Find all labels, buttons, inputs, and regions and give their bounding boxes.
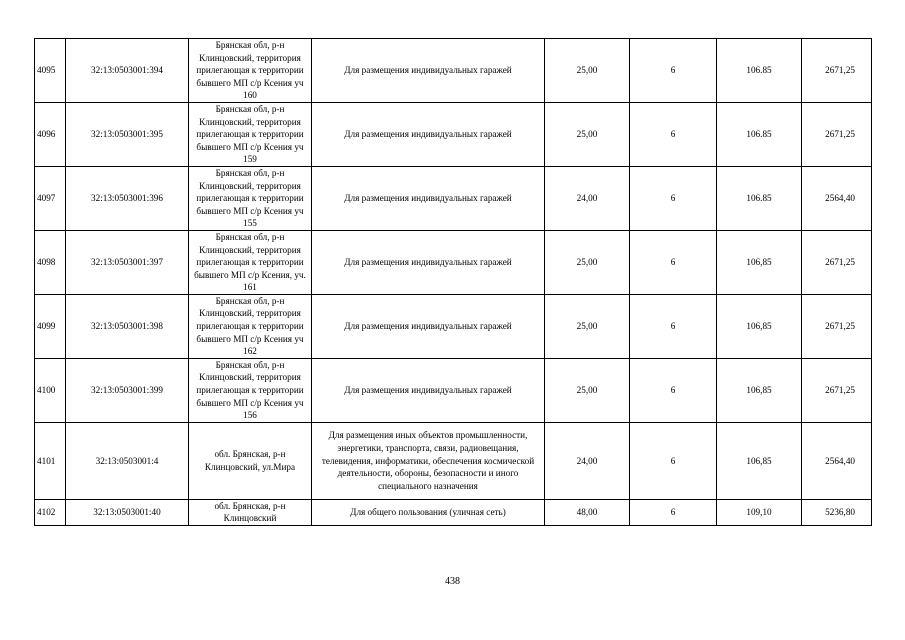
table-row	[35, 422, 872, 499]
area: 25,00	[545, 294, 630, 358]
address: обл. Брянская, р-н Клинцовский, ул.Мира	[189, 422, 312, 499]
rate: 109,10	[717, 499, 802, 525]
row-number: 4097	[35, 166, 66, 230]
row-number: 4100	[35, 358, 66, 422]
land-use: Для размещения индивидуальных гаражей	[312, 166, 545, 230]
rate: 106,85	[717, 294, 802, 358]
land-use: Для размещения индивидуальных гаражей	[312, 39, 545, 103]
total-value: 2671,25	[802, 230, 872, 294]
address: Брянская обл, р-н Клинцовский, территория прилегающая к территории бывшего МП с/р Ксения уч 160	[189, 39, 312, 103]
area: 24,00	[545, 166, 630, 230]
land-use: Для размещения индивидуальных гаражей	[312, 102, 545, 166]
land-table	[34, 38, 872, 526]
total-value: 2671,25	[802, 358, 872, 422]
page-number: 438	[445, 576, 460, 587]
total-value: 2564,40	[802, 166, 872, 230]
row-number: 4102	[35, 499, 66, 525]
cadastral-number: 32:13:0503001:394	[66, 39, 189, 103]
address: Брянская обл, р-н Клинцовский, территория прилегающая к территории бывшего МП с/р Ксения уч 159	[189, 102, 312, 166]
area: 25,00	[545, 230, 630, 294]
area: 25,00	[545, 102, 630, 166]
total-value: 5236,80	[802, 499, 872, 525]
total-value: 2671,25	[802, 102, 872, 166]
group: 6	[630, 102, 717, 166]
rate: 106,85	[717, 358, 802, 422]
area: 24,00	[545, 422, 630, 499]
table-row	[35, 294, 872, 358]
group: 6	[630, 499, 717, 525]
land-use: Для размещения иных объектов промышленности, энергетики, транспорта, связи, радиовещания, телевидения, информатики, обеспечения космической деятельности, обороны, безопасности и иного специального назначения	[312, 422, 545, 499]
total-value: 2671,25	[802, 39, 872, 103]
rate: 106.85	[717, 102, 802, 166]
cadastral-number: 32:13:0503001:4	[66, 422, 189, 499]
rate: 106,85	[717, 422, 802, 499]
address: Брянская обл, р-н Клинцовский, территория прилегающая к территории бывшего МП с/р Ксения уч 155	[189, 166, 312, 230]
land-use: Для размещения индивидуальных гаражей	[312, 358, 545, 422]
address: Брянская обл, р-н Клинцовский, территория прилегающая к территории бывшего МП с/р Ксения, уч. 161	[189, 230, 312, 294]
cadastral-number: 32:13:0503001:398	[66, 294, 189, 358]
row-number: 4098	[35, 230, 66, 294]
area: 48,00	[545, 499, 630, 525]
land-use: Для размещения индивидуальных гаражей	[312, 294, 545, 358]
rate: 106.85	[717, 39, 802, 103]
table-row	[35, 39, 872, 103]
table-row	[35, 102, 872, 166]
row-number: 4099	[35, 294, 66, 358]
table-row	[35, 358, 872, 422]
land-use: Для общего пользования (уличная сеть)	[312, 499, 545, 525]
cadastral-number: 32:13:0503001:397	[66, 230, 189, 294]
group: 6	[630, 230, 717, 294]
table-row	[35, 166, 872, 230]
cadastral-number: 32:13:0503001:40	[66, 499, 189, 525]
group: 6	[630, 358, 717, 422]
total-value: 2671,25	[802, 294, 872, 358]
address: Брянская обл, р-н Клинцовский, территория прилегающая к территории бывшего МП с/р Ксения уч 156	[189, 358, 312, 422]
group: 6	[630, 39, 717, 103]
group: 6	[630, 422, 717, 499]
cadastral-number: 32:13:0503001:395	[66, 102, 189, 166]
total-value: 2564,40	[802, 422, 872, 499]
land-use: Для размещения индивидуальных гаражей	[312, 230, 545, 294]
area: 25,00	[545, 39, 630, 103]
group: 6	[630, 294, 717, 358]
row-number: 4101	[35, 422, 66, 499]
rate: 106,85	[717, 230, 802, 294]
address: Брянская обл, р-н Клинцовский, территория прилегающая к территории бывшего МП с/р Ксения уч 162	[189, 294, 312, 358]
row-number: 4095	[35, 39, 66, 103]
cadastral-number: 32:13:0503001:399	[66, 358, 189, 422]
cadastral-number: 32:13:0503001:396	[66, 166, 189, 230]
row-number: 4096	[35, 102, 66, 166]
group: 6	[630, 166, 717, 230]
rate: 106.85	[717, 166, 802, 230]
table-row	[35, 230, 872, 294]
area: 25,00	[545, 358, 630, 422]
address: обл. Брянская, р-н Клинцовский	[189, 499, 312, 525]
table-row	[35, 499, 872, 525]
